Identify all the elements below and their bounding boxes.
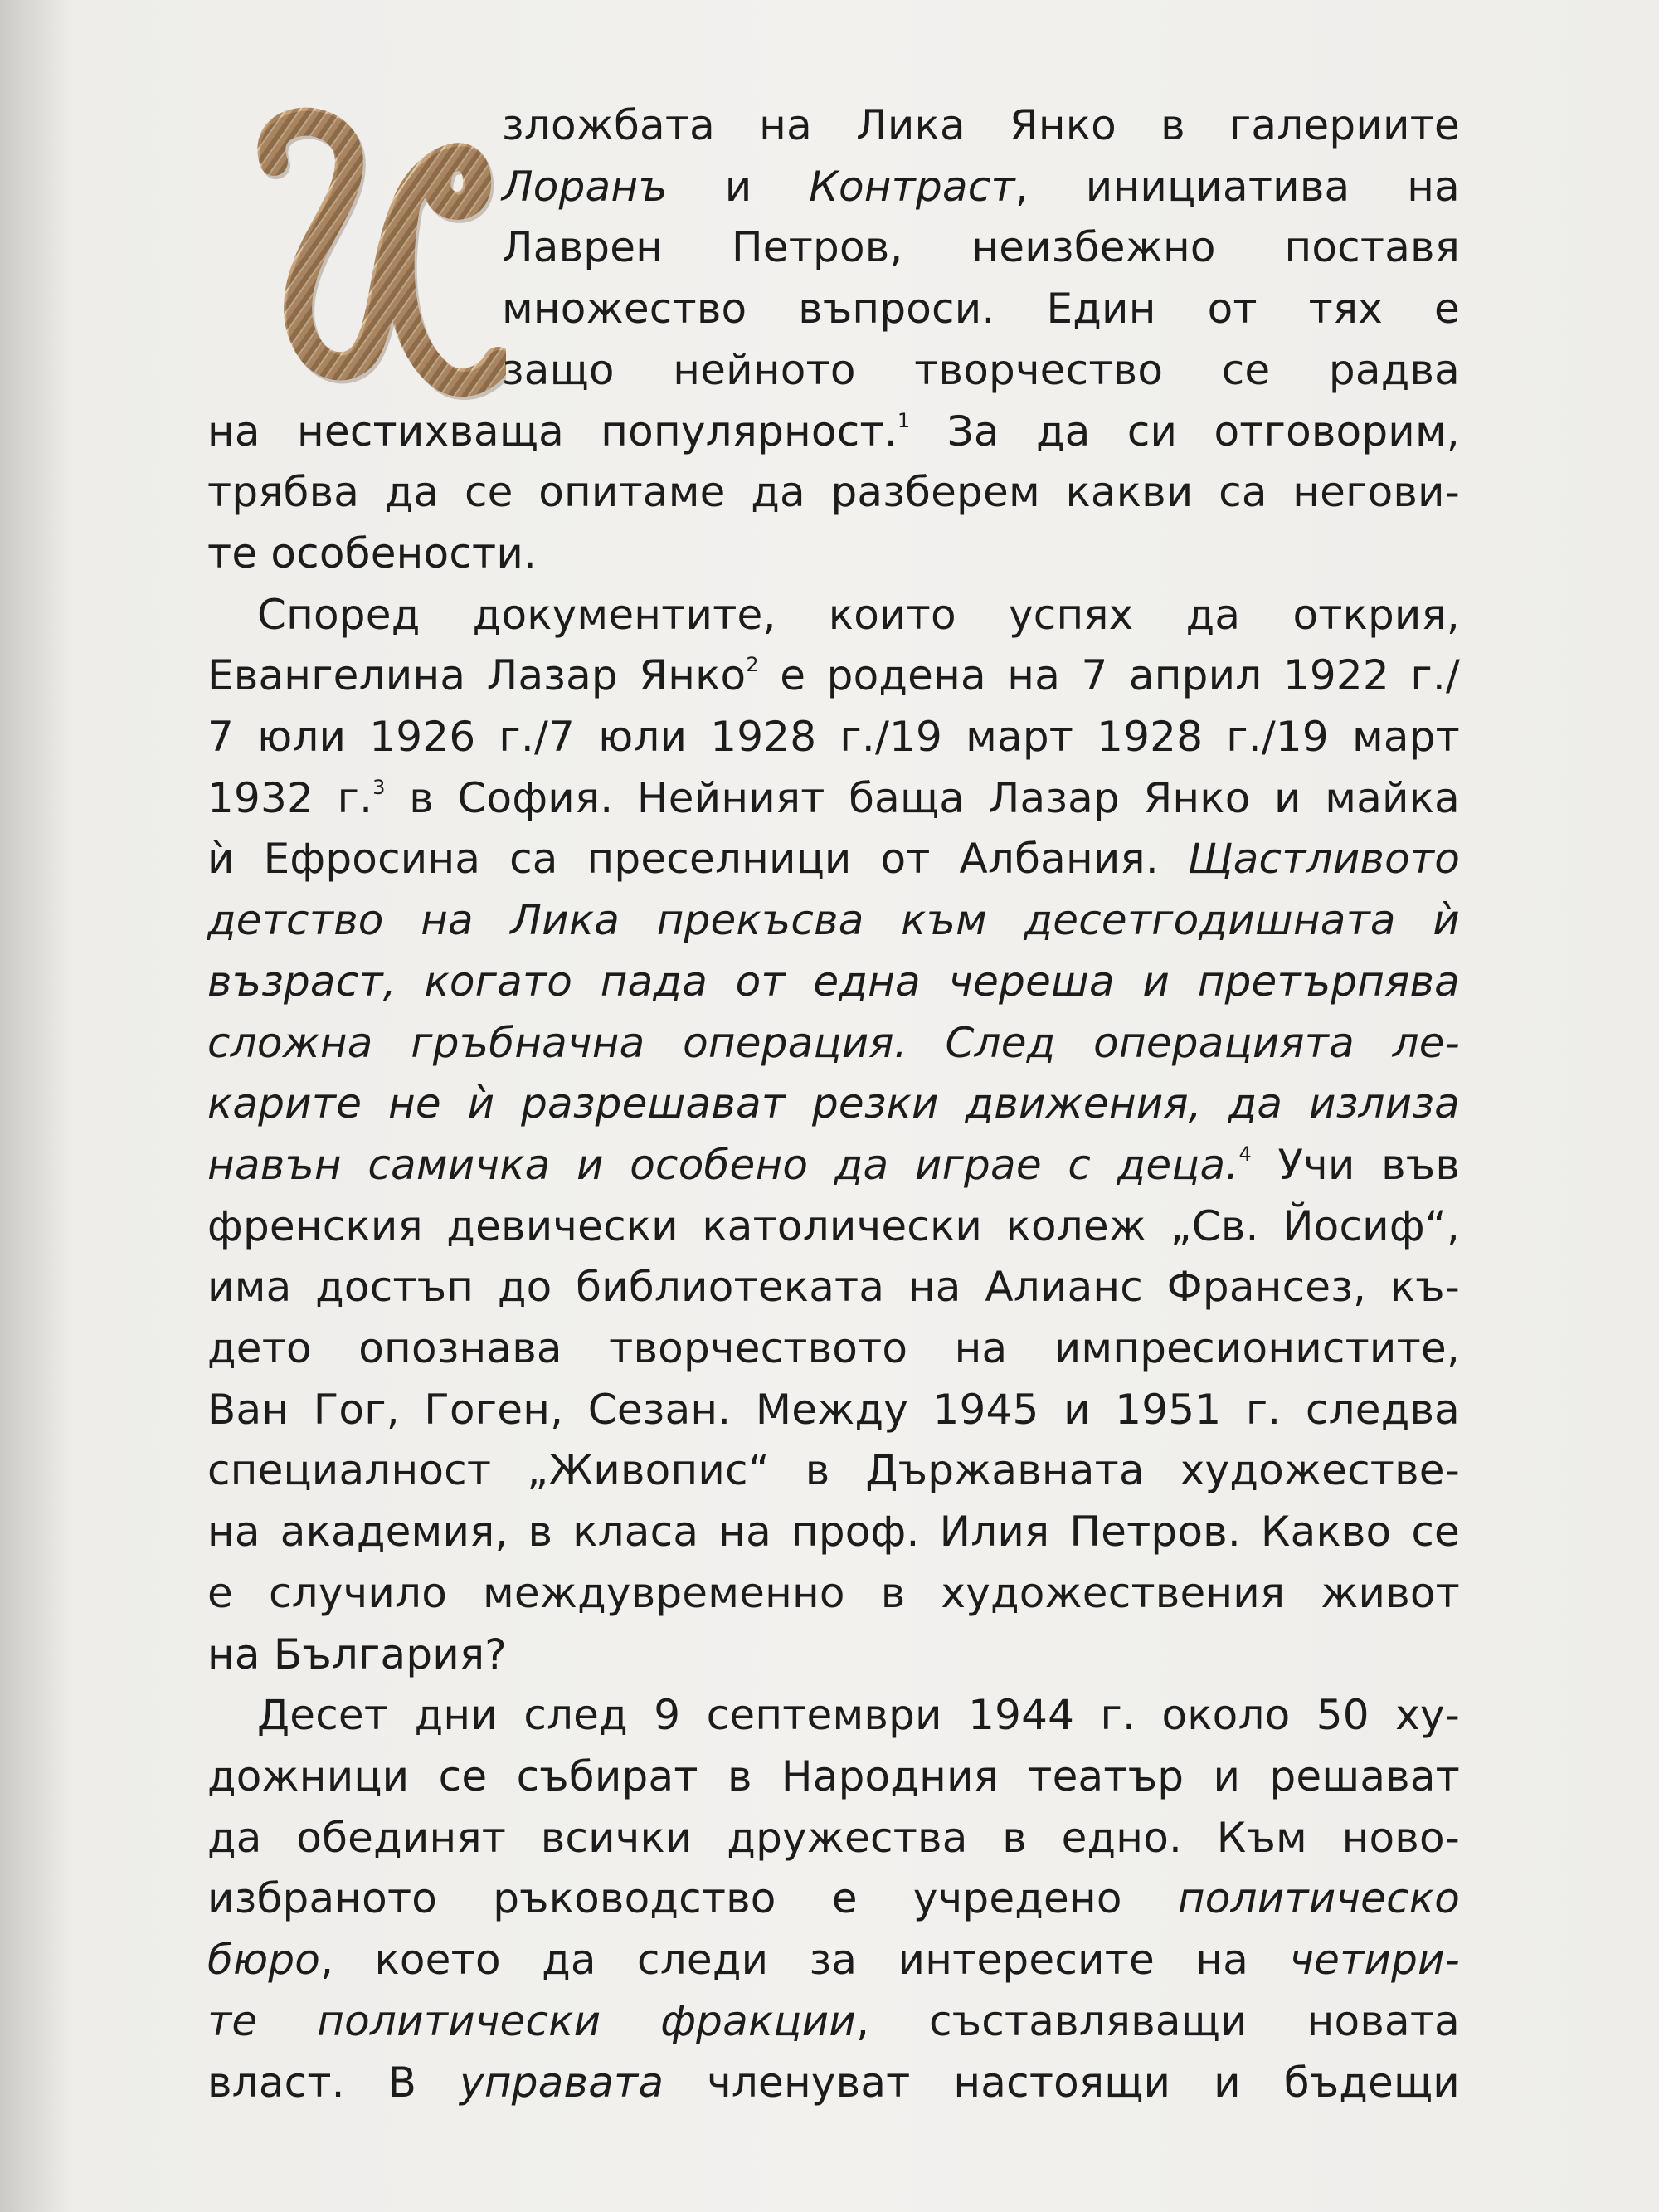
- text-run: членуват настоящи и бъдещи: [664, 2058, 1460, 2107]
- text-run: избраното ръководство е учредено: [207, 1874, 1178, 1923]
- text-run: в София. Нейният баща Лазар Янко и майка: [385, 773, 1460, 822]
- text-run: Ван Гог, Гоген, Сезан. Между 1945 и 1951 г. следва: [207, 1385, 1460, 1434]
- text-run: възраст, когато пада от една череша и претърпява: [207, 957, 1460, 1006]
- text-run: Лоранъ: [502, 162, 668, 211]
- text-line: [207, 1869, 1460, 1930]
- text-line: [207, 1991, 1460, 2053]
- text-run: 7 юли 1926 г./7 юли 1928 г./19 март 1928 г./19 март: [207, 713, 1460, 762]
- text-run: френския девически католически колеж „Св. Йосиф“,: [207, 1201, 1460, 1250]
- text-run: карите не ѝ разрешават резки движения, да излиза: [207, 1079, 1460, 1128]
- text-run: Десет дни след 9 септември 1944 г. около 50 ху-: [257, 1691, 1460, 1740]
- text-line: [207, 952, 1460, 1013]
- text-run: Щастливото: [1187, 835, 1460, 884]
- text-run: да обединят всички дружества в едно. Към ново-: [207, 1813, 1460, 1862]
- text-line: [207, 279, 1460, 340]
- text-run: , инициатива на: [1014, 162, 1460, 211]
- text-run: 1932 г.: [207, 773, 373, 822]
- text-run: специалност „Живопис“ в Държавната художестве-: [207, 1446, 1460, 1495]
- text-run: навън самичка и особено да играе с деца.: [207, 1140, 1239, 1189]
- text-run: е родена на 7 април 1922 г./: [758, 651, 1460, 700]
- text-line: [207, 890, 1460, 952]
- text-run: , съставляващи новата: [855, 1996, 1460, 2045]
- text-run: трябва да се опитаме да разберем какви са негови-: [207, 468, 1460, 517]
- text-line: [207, 1685, 1460, 1747]
- text-run: управата: [460, 2058, 664, 2107]
- footnote-ref: 1: [897, 408, 911, 432]
- text-line: [207, 340, 1460, 402]
- text-line: [207, 95, 1460, 157]
- text-line: [207, 1257, 1460, 1318]
- text-line: [207, 524, 1460, 585]
- text-run: те особености.: [207, 529, 538, 577]
- text-line: [207, 1318, 1460, 1380]
- paragraph-2: [207, 585, 1460, 1686]
- text-line: [207, 157, 1460, 218]
- text-line: [207, 1625, 1460, 1686]
- footnote-ref: 3: [372, 775, 386, 799]
- text-run: множество въпроси. Един от тях е: [502, 285, 1460, 334]
- text-line: [207, 1074, 1460, 1135]
- text-line: [207, 1440, 1460, 1502]
- text-run: бюро: [207, 1936, 321, 1985]
- text-line: [207, 1808, 1460, 1869]
- text-run: на България?: [207, 1630, 507, 1678]
- text-run: Учи във: [1251, 1140, 1461, 1189]
- text-run: , което да следи за интересите на: [320, 1936, 1290, 1985]
- text-run: има достъп до библиотеката на Алианс Франсез, къ-: [207, 1263, 1460, 1312]
- page-gutter-shadow: [0, 0, 75, 2212]
- text-run: четири-: [1289, 1936, 1460, 1985]
- paragraph-3: [207, 1685, 1460, 2113]
- text-run: Според документите, които успях да открия,: [257, 590, 1460, 639]
- text-run: на академия, в класа на проф. Илия Петров. Какво се: [207, 1508, 1460, 1557]
- text-line: [207, 1196, 1460, 1258]
- text-run: Евангелина Лазар Янко: [207, 651, 747, 700]
- text-run: на нестихваща популярност.: [207, 407, 898, 456]
- text-run: За да си отговорим,: [910, 407, 1460, 456]
- text-line: [207, 1563, 1460, 1625]
- text-run: дето опознава творчеството на импресионистите,: [207, 1324, 1460, 1373]
- text-line: [207, 402, 1460, 463]
- paragraph-1: [207, 95, 1460, 585]
- text-line: [207, 1747, 1460, 1808]
- text-run: детство на Лика прекъсва към десетгодишната ѝ: [207, 896, 1460, 945]
- text-line: [207, 768, 1460, 830]
- footnote-ref: 4: [1238, 1142, 1252, 1166]
- text-line: [207, 462, 1460, 524]
- text-line: [207, 585, 1460, 646]
- text-line: [207, 1930, 1460, 1991]
- text-run: и: [667, 162, 810, 211]
- text-run: защо нейното творчество се радва: [502, 345, 1460, 394]
- text-line: [207, 1135, 1460, 1196]
- text-line: [207, 707, 1460, 768]
- text-run: власт. В: [207, 2058, 460, 2107]
- text-line: [207, 2053, 1460, 2114]
- text-run: ѝ Ефросина са преселници от Албания.: [207, 835, 1188, 884]
- text-run: политическо: [1177, 1874, 1460, 1923]
- text-line: [207, 1013, 1460, 1074]
- text-run: е случило междувременно в художествения живот: [207, 1568, 1460, 1617]
- text-line: [207, 646, 1460, 707]
- text-run: зложбата на Лика Янко в галериите: [502, 101, 1460, 149]
- text-line: [207, 1380, 1460, 1441]
- text-run: дожници се събират в Народния театър и решават: [207, 1752, 1460, 1800]
- text-line: [207, 1502, 1460, 1563]
- text-run: сложна гръбначна операция. След операцията ле-: [207, 1018, 1460, 1067]
- text-run: Контраст: [809, 162, 1015, 211]
- text-line: [207, 217, 1460, 279]
- article-body: [207, 95, 1460, 2113]
- text-line: [207, 829, 1460, 890]
- text-run: Лаврен Петров, неизбежно поставя: [502, 223, 1460, 272]
- text-run: те политически фракции: [207, 1996, 856, 2045]
- footnote-ref: 2: [746, 653, 759, 677]
